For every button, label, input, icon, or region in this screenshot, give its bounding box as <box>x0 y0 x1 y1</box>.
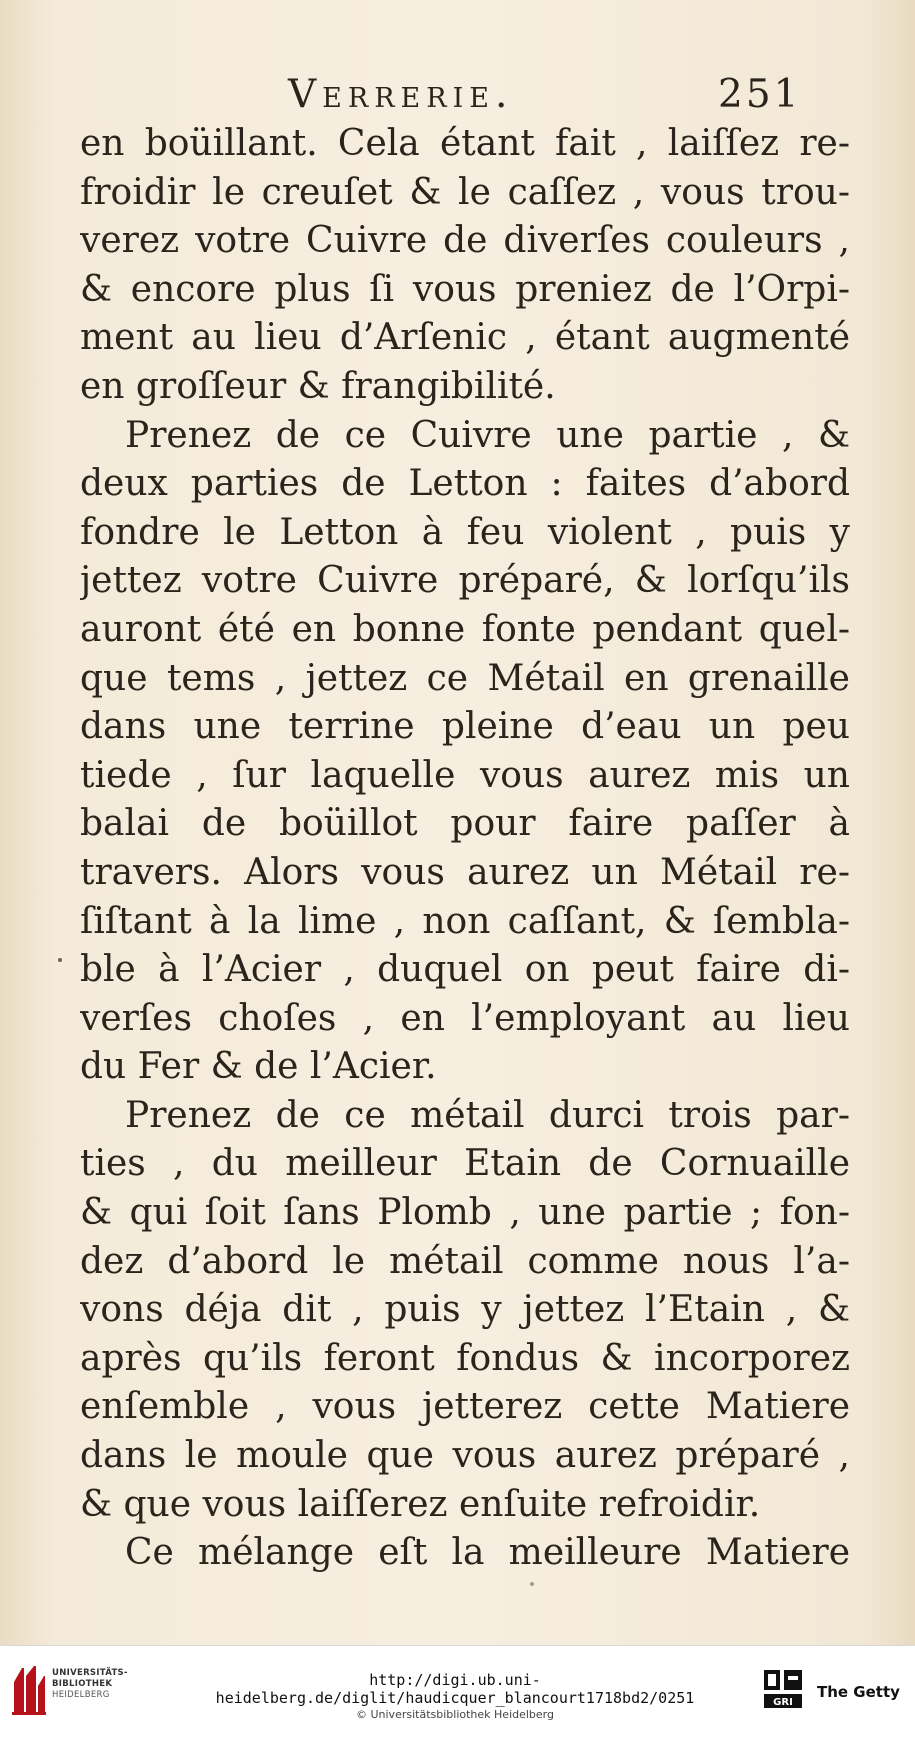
margin-mark <box>530 1582 534 1586</box>
text-line: dans le moule que vous aurez préparé , <box>80 1435 850 1477</box>
library-name-line: BIBLIOTHEK <box>52 1679 113 1689</box>
text-line: verez votre Cuivre de diverſes couleurs , <box>80 220 850 262</box>
library-name <box>52 1668 128 1701</box>
text-line: en boüillant. Cela étant fait , laiſſez re- <box>80 123 850 164</box>
text-line: & encore plus ſi vous preniez de l’Orpi- <box>80 268 850 310</box>
text-line: dez d’abord le métail comme nous l’a- <box>80 1240 850 1282</box>
university-library-logo-icon <box>10 1664 46 1716</box>
library-name-line: UNIVERSITÄTS- <box>52 1668 128 1678</box>
text-line: & qui ſoit ſans Plomb , une partie ; fon- <box>80 1192 850 1234</box>
text-line: tiede , ſur laquelle vous aurez mis un <box>80 754 850 796</box>
text-line: jettez votre Cuivre préparé, & lorſqu’ils <box>80 560 850 602</box>
text-line: balai de boüillot pour faire paſſer à <box>80 803 850 845</box>
copyright-notice: © Universitätsbibliothek Heidelberg <box>355 1708 554 1721</box>
text-line: Prenez de ce Cuivre une partie , & <box>125 414 850 456</box>
text-line: ble à l’Acier , duquel on peut faire di- <box>80 949 850 991</box>
text-line: verſes choſes , en l’employant au lieu <box>80 997 850 1039</box>
text-line: fondre le Letton à feu violent , puis y <box>80 511 850 553</box>
text-line: enſemble , vous jetterez cette Matiere <box>80 1386 850 1428</box>
text-line: ties , du meilleur Etain de Cornuaille <box>80 1143 850 1185</box>
text-line: auront été en bonne fonte pendant quel- <box>80 608 850 650</box>
getty-label: The Getty <box>817 1683 900 1701</box>
running-head: Verrerie. <box>288 72 514 117</box>
text-line: ſiſtant à la lime , non caſſant, & ſembla- <box>80 900 850 942</box>
text-line: vons déja dit , puis y jettez l’Etain , & <box>80 1289 850 1331</box>
text-line: après qu’ils feront fondus & incorporez <box>80 1337 850 1379</box>
text-line: Ce mélange eſt la meilleure Matiere <box>125 1532 850 1574</box>
text-line: deux parties de Letton : faites d’abord <box>80 463 850 505</box>
footer-bar <box>0 1645 915 1737</box>
page-number: 251 <box>718 72 802 117</box>
text-line: ment au lieu d’Arſenic , étant augmenté <box>80 317 850 359</box>
getty-logo-text: GRI <box>773 1697 793 1708</box>
text-line: Prenez de ce métail durci trois par- <box>125 1094 850 1136</box>
margin-mark <box>58 958 62 962</box>
text-line: du Fer & de l’Acier. <box>80 1046 437 1088</box>
text-line: que tems , jettez ce Métail en grenaille <box>80 657 850 699</box>
body-text <box>80 120 850 1578</box>
getty-research-institute-logo-icon <box>762 1668 806 1716</box>
library-city: HEIDELBERG <box>52 1690 110 1700</box>
text-line: & que vous laiſſerez enſuite refroidir. <box>80 1483 761 1525</box>
page-header <box>0 72 915 122</box>
text-line: dans une terrine pleine d’eau un peu <box>80 706 850 748</box>
text-line: froidir le creuſet & le caſſez , vous trou- <box>80 171 850 213</box>
text-line: travers. Alors vous aurez un Métail re- <box>80 851 850 893</box>
permalink-url[interactable]: http://digi.ub.uni-heidelberg.de/diglit/haudicquer_blancourt1718bd2/0251 <box>215 1671 695 1707</box>
text-line: en groſſeur & frangibilité. <box>80 365 556 407</box>
